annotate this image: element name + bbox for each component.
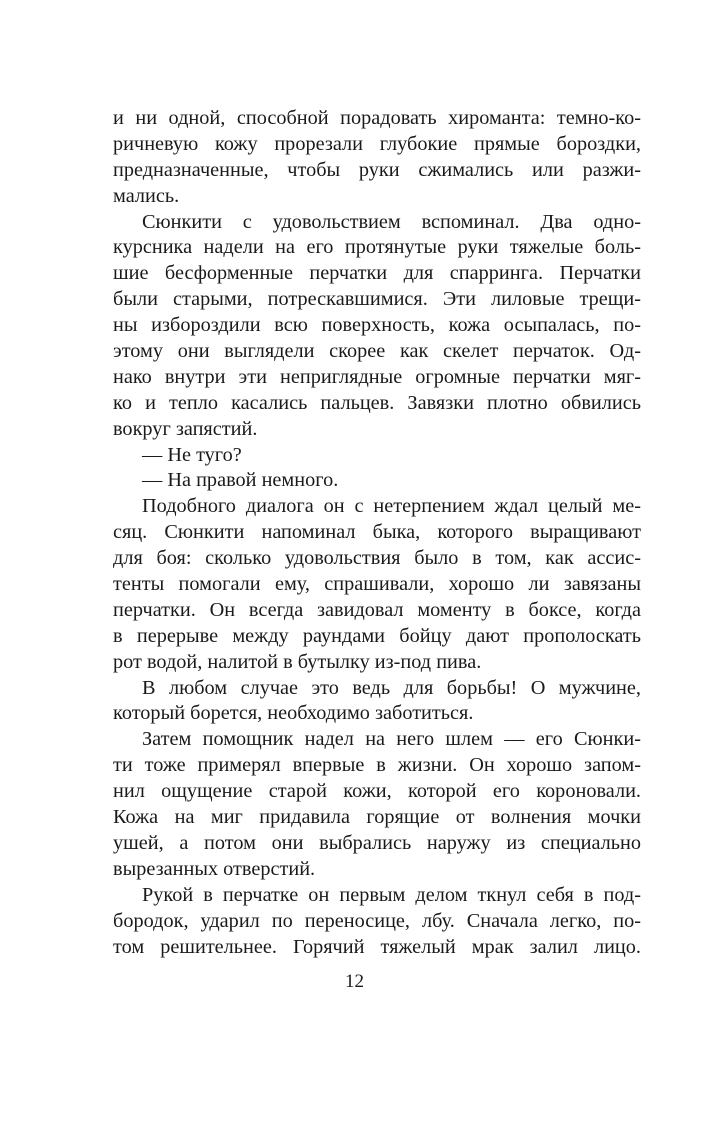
dialogue-line: — На правой немного. — [142, 469, 339, 492]
text-line: нил ощущение старой кожи, которой его короновали. — [113, 780, 641, 803]
text-line: перчатки. Он всегда завидовал моменту в боксе, когда — [113, 598, 641, 621]
text-line: в перерыве между раундами бойцу дают прополоскать — [113, 624, 641, 647]
text-line: ны избороздили всю поверхность, кожа осыпалась, по- — [113, 314, 641, 337]
text-line: были старыми, потрескавшимися. Эти лиловые трещи- — [113, 288, 641, 311]
text-line: вырезанных отверстий. — [113, 857, 316, 880]
text-line: шие бесформенные перчатки для спарринга. Перчатки — [113, 262, 641, 285]
body-text — [113, 106, 641, 960]
text-line: и ни одной, способной порадовать хироманта: темно-ко- — [113, 107, 641, 129]
text-line: Подобного диалога он с нетерпением ждал целый ме- — [142, 495, 641, 518]
page-number: 12 — [345, 971, 364, 992]
text-line: Кожа на миг придавила горящие от волнения мочки — [113, 806, 641, 829]
text-line: для боя: сколько удовольствия было в том, как ассис- — [113, 547, 641, 570]
text-line: бородок, ударил по переносице, лбу. Сначала легко, по- — [113, 909, 641, 932]
text-line: В любом случае это ведь для борьбы! О мужчине, — [142, 676, 641, 699]
text-line: том решительнее. Горячий тяжелый мрак залил лицо. — [113, 935, 641, 958]
text-line: сяц. Сюнкити напоминал быка, которого выращивают — [113, 521, 641, 544]
text-line: Рукой в перчатке он первым делом ткнул себя в под- — [142, 883, 641, 906]
text-line: вокруг запястий. — [113, 417, 258, 440]
text-line: ко и тепло касались пальцев. Завязки плотно обвились — [113, 391, 641, 414]
text-line: ти тоже примерял впервые в жизни. Он хорошо запом- — [113, 754, 641, 777]
text-line: курсника надели на его протянутые руки тяжелые боль- — [113, 236, 641, 259]
text-line: этому они выглядели скорее как скелет перчаток. Од- — [113, 340, 641, 363]
text-line: Сюнкити с удовольствием вспоминал. Два одно- — [142, 210, 641, 233]
text-line: нако внутри эти неприглядные огромные перчатки мяг- — [113, 365, 641, 388]
text-line: ричневую кожу прорезали глубокие прямые бороздки, — [113, 132, 641, 155]
text-line: мались. — [113, 184, 180, 207]
text-line: предназначенные, чтобы руки сжимались или разжи- — [113, 158, 641, 181]
text-line: рот водой, налитой в бутылку из-под пива. — [113, 650, 482, 673]
text-line: тенты помогали ему, спрашивали, хорошо ли завязаны — [113, 573, 641, 596]
text-line: Затем помощник надел на него шлем — его Сюнки- — [142, 728, 641, 751]
dialogue-line: — Не туго? — [142, 443, 242, 466]
text-line: ушей, а потом они выбрались наружу из специально — [113, 831, 641, 854]
text-line: который борется, необходимо заботиться. — [113, 702, 474, 725]
